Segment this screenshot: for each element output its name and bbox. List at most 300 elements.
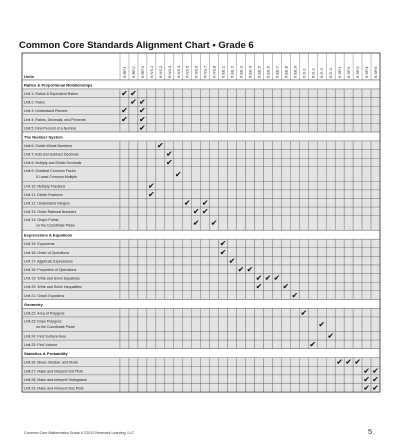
alignment-cell — [344, 167, 353, 182]
alignment-cell — [174, 308, 183, 317]
alignment-cell — [246, 340, 255, 349]
check-mark-icon: ✔ — [183, 198, 191, 208]
alignment-cell — [326, 239, 335, 248]
alignment-cell — [138, 317, 147, 332]
alignment-cell — [210, 115, 219, 124]
alignment-cell — [183, 98, 192, 107]
alignment-cell — [353, 366, 362, 375]
alignment-cell — [120, 207, 129, 216]
alignment-cell — [129, 340, 138, 349]
alignment-cell — [308, 274, 317, 283]
alignment-cell — [263, 375, 272, 384]
alignment-cell — [344, 256, 353, 265]
alignment-cell — [129, 265, 138, 274]
alignment-cell — [299, 358, 308, 367]
alignment-cell — [228, 141, 237, 150]
alignment-cell — [219, 167, 228, 182]
alignment-cell — [308, 199, 317, 208]
alignment-cell — [147, 332, 156, 341]
alignment-cell — [201, 158, 210, 167]
section-header-row — [22, 230, 380, 239]
alignment-cell — [281, 256, 290, 265]
unit-name: & Least Common Multiple — [36, 174, 78, 179]
alignment-cell — [138, 190, 147, 199]
alignment-cell — [192, 89, 201, 98]
alignment-cell — [138, 308, 147, 317]
standard-code-header: 6.SP.3 — [355, 66, 361, 78]
alignment-cell — [174, 141, 183, 150]
alignment-cell — [299, 366, 308, 375]
check-mark-icon: ✔ — [264, 273, 272, 283]
alignment-cell — [210, 366, 219, 375]
alignment-cell — [174, 181, 183, 190]
alignment-cell — [201, 375, 210, 384]
alignment-cell — [228, 158, 237, 167]
standard-code-header: 6.EE.3 — [238, 65, 244, 78]
alignment-cell — [290, 332, 299, 341]
alignment-cell — [120, 248, 129, 257]
alignment-cell — [147, 384, 156, 393]
alignment-cell — [344, 150, 353, 159]
check-mark-icon: ✔ — [363, 374, 370, 384]
alignment-cell — [165, 265, 174, 274]
alignment-cell — [174, 265, 183, 274]
alignment-cell — [263, 282, 272, 291]
alignment-cell — [371, 158, 380, 167]
unit-name: Unit 19: Write and Solve Equations — [24, 276, 80, 281]
alignment-cell — [183, 216, 192, 231]
alignment-cell — [317, 358, 326, 367]
alignment-cell — [290, 216, 299, 231]
alignment-cell — [147, 207, 156, 216]
unit-name: Unit 5: Find Percent of a Number — [24, 126, 77, 131]
section-header-row — [22, 349, 380, 358]
alignment-cell — [281, 115, 290, 124]
alignment-cell — [201, 282, 210, 291]
alignment-cell — [290, 199, 299, 208]
alignment-cell — [263, 150, 272, 159]
alignment-cell — [371, 150, 380, 159]
standard-code-header: 6.NS.5 — [184, 65, 190, 78]
alignment-cell — [210, 158, 219, 167]
alignment-cell — [317, 190, 326, 199]
unit-name: Unit 10: Multiply Fractions — [24, 184, 66, 189]
alignment-cell — [183, 366, 192, 375]
alignment-cell — [120, 216, 129, 231]
alignment-cell — [237, 98, 246, 107]
alignment-cell — [362, 141, 371, 150]
alignment-cell — [129, 256, 138, 265]
alignment-cell — [165, 375, 174, 384]
alignment-cell — [281, 141, 290, 150]
alignment-cell — [174, 332, 183, 341]
alignment-cell — [147, 274, 156, 283]
alignment-cell — [299, 274, 308, 283]
alignment-cell — [228, 181, 237, 190]
alignment-cell — [210, 384, 219, 393]
alignment-cell — [326, 150, 335, 159]
alignment-cell — [299, 123, 308, 132]
alignment-cell — [299, 199, 308, 208]
alignment-cell — [174, 291, 183, 300]
alignment-cell — [362, 123, 371, 132]
alignment-cell — [219, 216, 228, 231]
alignment-cell — [272, 340, 281, 349]
alignment-cell — [246, 358, 255, 367]
alignment-cell — [254, 239, 263, 248]
alignment-cell — [362, 239, 371, 248]
alignment-cell — [129, 375, 138, 384]
alignment-cell — [299, 282, 308, 291]
check-mark-icon: ✔ — [210, 218, 218, 228]
alignment-cell — [210, 98, 219, 107]
alignment-cell — [246, 239, 255, 248]
check-mark-icon: ✔ — [165, 149, 173, 159]
alignment-cell — [246, 207, 255, 216]
alignment-cell — [237, 366, 246, 375]
alignment-cell — [138, 358, 147, 367]
unit-name: Unit 1: Ratios & Equivalent Ratios — [24, 92, 78, 96]
alignment-cell — [192, 167, 201, 182]
alignment-cell — [299, 332, 308, 341]
alignment-cell — [201, 340, 210, 349]
alignment-cell — [219, 181, 228, 190]
alignment-cell — [210, 150, 219, 159]
alignment-cell — [344, 106, 353, 115]
alignment-cell — [165, 123, 174, 132]
alignment-cell — [147, 256, 156, 265]
alignment-cell — [254, 150, 263, 159]
alignment-cell — [371, 98, 380, 107]
alignment-cell — [228, 291, 237, 300]
alignment-cell — [281, 366, 290, 375]
units-column-header: Units — [24, 74, 34, 79]
alignment-cell — [183, 181, 192, 190]
alignment-cell — [344, 340, 353, 349]
alignment-cell — [237, 123, 246, 132]
alignment-cell — [228, 190, 237, 199]
alignment-cell — [362, 89, 371, 98]
alignment-cell — [254, 256, 263, 265]
alignment-cell — [138, 340, 147, 349]
alignment-cell — [371, 141, 380, 150]
alignment-cell — [138, 89, 147, 98]
alignment-cell — [335, 115, 344, 124]
alignment-cell — [228, 340, 237, 349]
alignment-cell — [254, 106, 263, 115]
alignment-cell — [272, 265, 281, 274]
standard-code-header: 6.EE.2 — [229, 65, 235, 78]
alignment-cell — [183, 340, 192, 349]
alignment-cell — [281, 190, 290, 199]
alignment-cell — [272, 248, 281, 257]
standard-code-header: 6.NS.3 — [166, 65, 172, 78]
alignment-cell — [201, 256, 210, 265]
alignment-cell — [335, 366, 344, 375]
alignment-cell — [246, 317, 255, 332]
alignment-cell — [165, 167, 174, 182]
alignment-cell — [147, 89, 156, 98]
alignment-cell — [237, 167, 246, 182]
check-mark-icon: ✔ — [237, 265, 245, 274]
alignment-cell — [246, 115, 255, 124]
alignment-cell — [183, 265, 192, 274]
alignment-cell — [254, 375, 263, 384]
alignment-cell — [290, 366, 299, 375]
alignment-cell — [353, 317, 362, 332]
alignment-cell — [246, 375, 255, 384]
alignment-cell — [263, 248, 272, 257]
unit-name: Unit 14: Graph Points — [24, 218, 59, 223]
alignment-cell — [138, 167, 147, 182]
alignment-cell — [308, 332, 317, 341]
alignment-cell — [326, 89, 335, 98]
alignment-cell — [272, 358, 281, 367]
alignment-cell — [138, 375, 147, 384]
alignment-cell — [228, 199, 237, 208]
alignment-cell — [228, 167, 237, 182]
alignment-cell — [263, 384, 272, 393]
section-title: The Number System — [24, 134, 63, 140]
alignment-cell — [272, 308, 281, 317]
standard-code-header: 6.NS.8 — [211, 65, 217, 78]
alignment-cell — [326, 141, 335, 150]
alignment-cell — [201, 366, 210, 375]
alignment-cell — [353, 89, 362, 98]
alignment-cell — [254, 265, 263, 274]
alignment-cell — [299, 248, 308, 257]
alignment-cell — [335, 291, 344, 300]
alignment-cell — [138, 256, 147, 265]
alignment-cell — [371, 239, 380, 248]
alignment-cell — [120, 366, 129, 375]
alignment-cell — [326, 123, 335, 132]
alignment-cell — [246, 274, 255, 283]
check-mark-icon: ✔ — [282, 282, 290, 292]
alignment-cell — [272, 199, 281, 208]
alignment-cell — [174, 123, 183, 132]
alignment-cell — [210, 207, 219, 216]
alignment-cell — [156, 358, 165, 367]
alignment-cell — [246, 216, 255, 231]
alignment-cell — [326, 256, 335, 265]
alignment-cell — [317, 98, 326, 107]
alignment-cell — [344, 248, 353, 257]
alignment-cell — [228, 384, 237, 393]
alignment-cell — [326, 340, 335, 349]
alignment-cell — [147, 199, 156, 208]
alignment-cell — [147, 98, 156, 107]
alignment-cell — [317, 106, 326, 115]
alignment-cell — [174, 274, 183, 283]
alignment-cell — [326, 158, 335, 167]
alignment-cell — [129, 239, 138, 248]
alignment-cell — [362, 115, 371, 124]
alignment-cell — [165, 199, 174, 208]
alignment-cell — [272, 216, 281, 231]
alignment-cell — [272, 239, 281, 248]
alignment-cell — [299, 167, 308, 182]
alignment-cell — [362, 158, 371, 167]
check-mark-icon: ✔ — [354, 357, 361, 367]
alignment-cell — [192, 98, 201, 107]
alignment-cell — [353, 115, 362, 124]
alignment-cell — [254, 340, 263, 349]
alignment-cell — [308, 317, 317, 332]
alignment-cell — [174, 190, 183, 199]
check-mark-icon: ✔ — [139, 114, 146, 124]
alignment-cell — [120, 239, 129, 248]
alignment-cell — [254, 366, 263, 375]
alignment-cell — [192, 150, 201, 159]
alignment-cell — [353, 207, 362, 216]
alignment-cell — [165, 181, 174, 190]
check-mark-icon: ✔ — [130, 97, 137, 107]
alignment-cell — [165, 332, 174, 341]
unit-name: on the Coordinate Plane — [36, 325, 75, 329]
alignment-cell — [290, 248, 299, 257]
alignment-cell — [344, 207, 353, 216]
alignment-cell — [192, 106, 201, 115]
standard-code-header: 6.SP.1 — [337, 66, 343, 78]
alignment-cell — [371, 207, 380, 216]
alignment-cell — [353, 340, 362, 349]
section-title: Statistics & Probability — [24, 351, 68, 357]
alignment-cell — [192, 340, 201, 349]
alignment-cell — [165, 366, 174, 375]
standard-code-header: 6.NS.4 — [175, 65, 181, 78]
alignment-cell — [192, 366, 201, 375]
unit-name: Unit 27: Make and Interpret Dot Plots — [24, 369, 84, 374]
alignment-cell — [299, 375, 308, 384]
alignment-cell — [192, 265, 201, 274]
alignment-cell — [263, 181, 272, 190]
alignment-cell — [308, 265, 317, 274]
check-mark-icon: ✔ — [165, 158, 173, 168]
alignment-cell — [219, 384, 228, 393]
alignment-cell — [290, 274, 299, 283]
alignment-cell — [353, 308, 362, 317]
alignment-cell — [210, 317, 219, 332]
alignment-cell — [335, 375, 344, 384]
alignment-cell — [174, 358, 183, 367]
alignment-cell — [210, 256, 219, 265]
alignment-cell — [254, 181, 263, 190]
alignment-cell — [281, 332, 290, 341]
unit-name: Unit 9: Greatest Common Factor — [24, 169, 76, 174]
alignment-cell — [237, 291, 246, 300]
alignment-cell — [344, 199, 353, 208]
alignment-cell — [156, 332, 165, 341]
alignment-cell — [174, 158, 183, 167]
alignment-cell — [281, 291, 290, 300]
alignment-cell — [335, 167, 344, 182]
alignment-cell — [219, 207, 228, 216]
alignment-cell — [147, 115, 156, 124]
alignment-cell — [228, 358, 237, 367]
alignment-cell — [308, 375, 317, 384]
alignment-cell — [165, 358, 174, 367]
alignment-cell — [353, 291, 362, 300]
alignment-cell — [156, 317, 165, 332]
alignment-cell — [254, 123, 263, 132]
alignment-cell — [174, 98, 183, 107]
alignment-cell — [353, 167, 362, 182]
alignment-cell — [344, 384, 353, 393]
alignment-cell — [353, 375, 362, 384]
alignment-cell — [129, 190, 138, 199]
alignment-cell — [246, 150, 255, 159]
alignment-cell — [263, 332, 272, 341]
alignment-cell — [147, 150, 156, 159]
alignment-cell — [299, 265, 308, 274]
alignment-cell — [299, 384, 308, 393]
alignment-cell — [147, 317, 156, 332]
alignment-cell — [299, 98, 308, 107]
alignment-cell — [371, 317, 380, 332]
alignment-cell — [371, 358, 380, 367]
alignment-cell — [120, 358, 129, 367]
alignment-cell — [138, 332, 147, 341]
alignment-cell — [147, 358, 156, 367]
alignment-cell — [344, 216, 353, 231]
alignment-cell — [201, 265, 210, 274]
alignment-cell — [183, 358, 192, 367]
alignment-cell — [272, 332, 281, 341]
alignment-cell — [165, 216, 174, 231]
alignment-cell — [237, 199, 246, 208]
alignment-cell — [183, 150, 192, 159]
standard-code-header: 6.RP.3 — [139, 66, 145, 78]
alignment-cell — [335, 207, 344, 216]
alignment-cell — [129, 358, 138, 367]
standard-code-header: 6.SP.4 — [364, 66, 370, 78]
alignment-cell — [371, 291, 380, 300]
alignment-cell — [201, 106, 210, 115]
alignment-cell — [192, 123, 201, 132]
alignment-cell — [237, 282, 246, 291]
check-mark-icon: ✔ — [300, 308, 308, 318]
alignment-cell — [219, 158, 228, 167]
standard-code-header: 6.EE.7 — [274, 65, 280, 78]
check-mark-icon: ✔ — [291, 290, 299, 300]
alignment-cell — [308, 358, 317, 367]
alignment-cell — [120, 199, 129, 208]
alignment-cell — [326, 291, 335, 300]
check-mark-icon: ✔ — [139, 106, 146, 116]
alignment-cell — [353, 216, 362, 231]
alignment-cell — [353, 106, 362, 115]
alignment-cell — [263, 167, 272, 182]
alignment-cell — [228, 366, 237, 375]
alignment-cell — [174, 366, 183, 375]
alignment-cell — [237, 308, 246, 317]
alignment-cell — [219, 123, 228, 132]
alignment-cell — [335, 332, 344, 341]
alignment-cell — [353, 158, 362, 167]
alignment-cell — [228, 265, 237, 274]
alignment-cell — [156, 274, 165, 283]
alignment-cell — [254, 98, 263, 107]
alignment-cell — [308, 89, 317, 98]
alignment-cell — [326, 167, 335, 182]
alignment-cell — [219, 106, 228, 115]
alignment-cell — [317, 158, 326, 167]
alignment-cell — [183, 167, 192, 182]
alignment-cell — [201, 317, 210, 332]
alignment-cell — [299, 207, 308, 216]
alignment-cell — [362, 199, 371, 208]
